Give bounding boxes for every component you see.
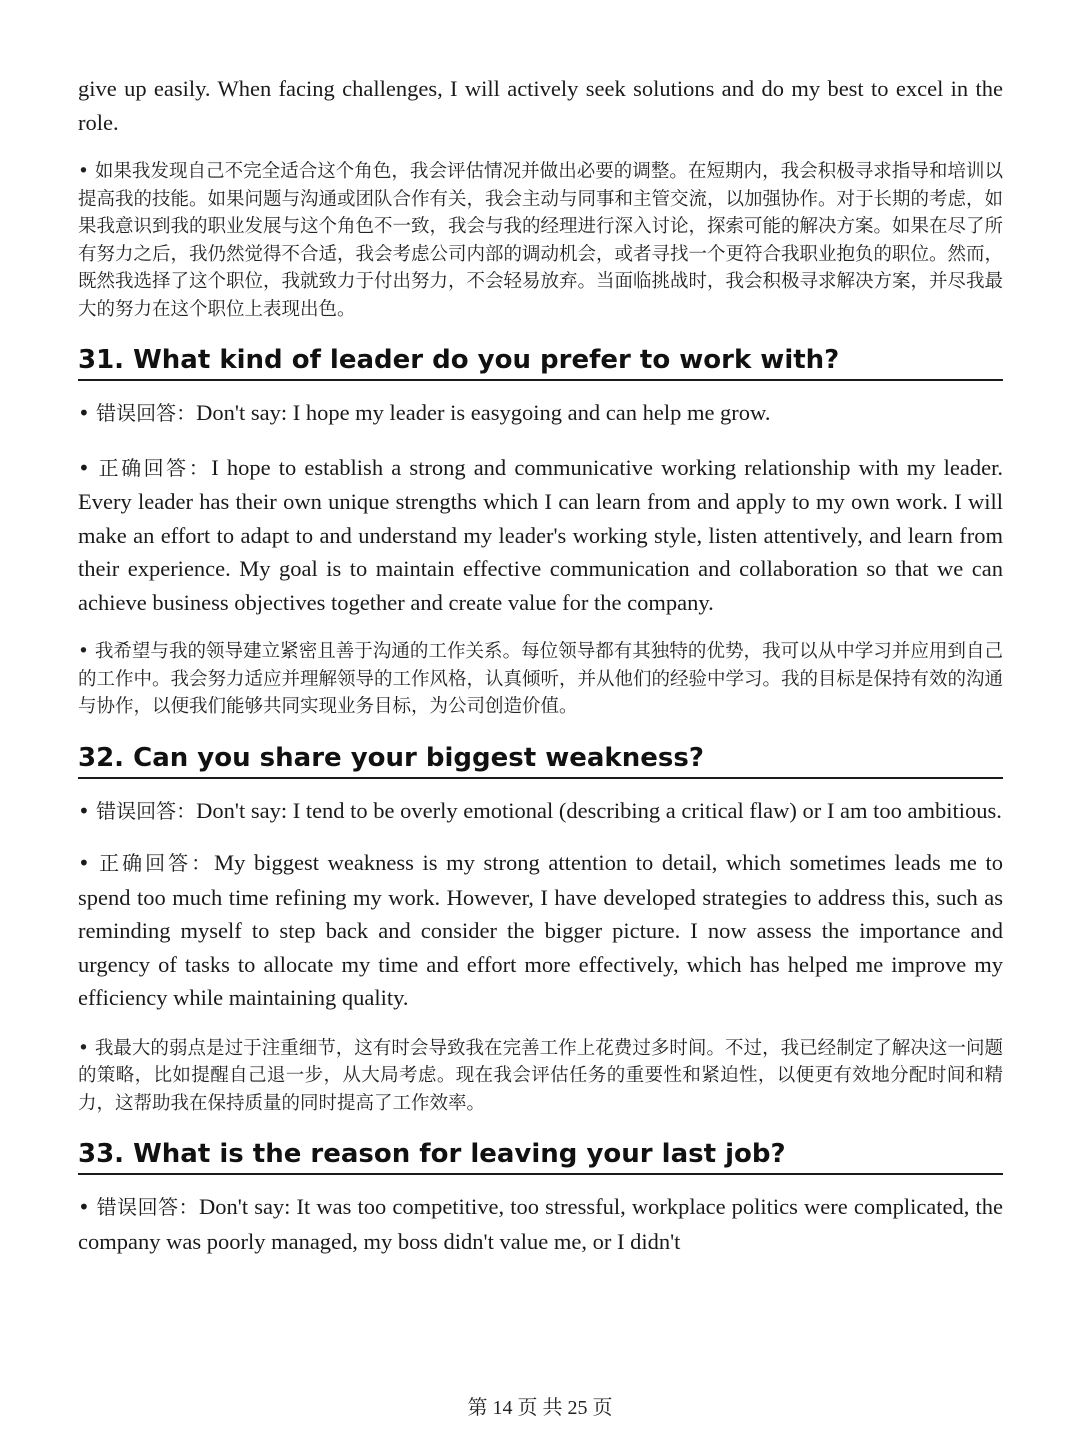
intro-english: give up easily. When facing challenges, I will actively seek solutions and do my best to excel in the role. (78, 76, 1003, 135)
q33-wrong-answer (78, 1190, 1003, 1258)
right-answer-label: • 正确回答： (78, 455, 212, 480)
wrong-answer-text: Don't say: I tend to be overly emotional (describing a critical flaw) or I am too ambitious. (196, 797, 1002, 823)
q31-right-answer (78, 451, 1003, 620)
right-answer-text: My biggest weakness is my strong attention to detail, which sometimes leads me to spend too much time refining my work. However, I have developed strategies to address this, such as reminding myself to step back and consider the bigger picture. I now assess the importance and urgency of tasks to allocate my time and effort more effectively, which has helped me improve my efficiency while maintaining quality. (78, 850, 1003, 1010)
q32-right-answer (78, 846, 1003, 1015)
question-32-heading: 32. Can you share your biggest weakness? (78, 741, 1003, 779)
wrong-answer-text: Don't say: It was too competitive, too stressful, workplace politics were complicated, the company was poorly managed, my boss didn't value me, or I didn't (78, 1194, 1003, 1254)
intro-chinese: • 如果我发现自己不完全适合这个角色，我会评估情况并做出必要的调整。在短期内，我会积极寻求指导和培训以提高我的技能。如果问题与沟通或团队合作有关，我会主动与同事和主管交流，以加强协作。对于长期的考虑，如果我意识到我的职业发展与这个角色不一致，我会与我的经理进行深入讨论，探索可能的解决方案。如果在尽了所有努力之后，我仍然觉得不合适，我会考虑公司内部的调动机会，或者寻找一个更符合我职业抱负的职位。然而，既然我选择了这个职位，我就致力于付出努力，不会轻易放弃。当面临挑战时，我会积极寻求解决方案，并尽我最大的努力在这个职位上表现出色。 (78, 161, 1004, 320)
right-answer-label: • 正确回答： (78, 851, 215, 875)
question-31-heading: 31. What kind of leader do you prefer to work with? (78, 343, 1003, 381)
q32-wrong-answer (78, 794, 1003, 829)
q31-wrong-answer (78, 396, 1003, 431)
q31-chinese: • 我希望与我的领导建立紧密且善于沟通的工作关系。每位领导都有其独特的优势，我可以从中学习并应用到自己的工作中。我会努力适应并理解领导的工作风格，认真倾听，并从他们的经验中学习。我的目标是保持有效的沟通与协作，以便我们能够共同实现业务目标，为公司创造价值。 (78, 641, 1004, 717)
wrong-answer-label: • 错误回答： (78, 1195, 200, 1219)
right-answer-text: I hope to establish a strong and communicative working relationship with my leader. Every leader has their own unique strengths which I can learn from and apply to my own work. I will make an effort to adapt to and understand my leader's working style, listen attentively, and learn from their experience. My goal is to maintain effective communication and collaboration so that we can achieve business objectives together and create value for the company. (78, 454, 1003, 615)
page-number-footer: 第 14 页 共 25 页 (467, 1397, 613, 1419)
wrong-answer-label: • 错误回答： (78, 401, 197, 425)
q32-chinese: • 我最大的弱点是过于注重细节，这有时会导致我在完善工作上花费过多时间。不过，我已经制定了解决这一问题的策略，比如提醒自己退一步，从大局考虑。现在我会评估任务的重要性和紧迫性，以便更有效地分配时间和精力，这帮助我在保持质量的同时提高了工作效率。 (78, 1037, 1003, 1114)
wrong-answer-text: Don't say: I hope my leader is easygoing and can help me grow. (196, 400, 771, 425)
document-page (78, 72, 1003, 1258)
question-33-heading: 33. What is the reason for leaving your last job? (78, 1137, 1003, 1175)
wrong-answer-label: • 错误回答： (78, 798, 197, 823)
